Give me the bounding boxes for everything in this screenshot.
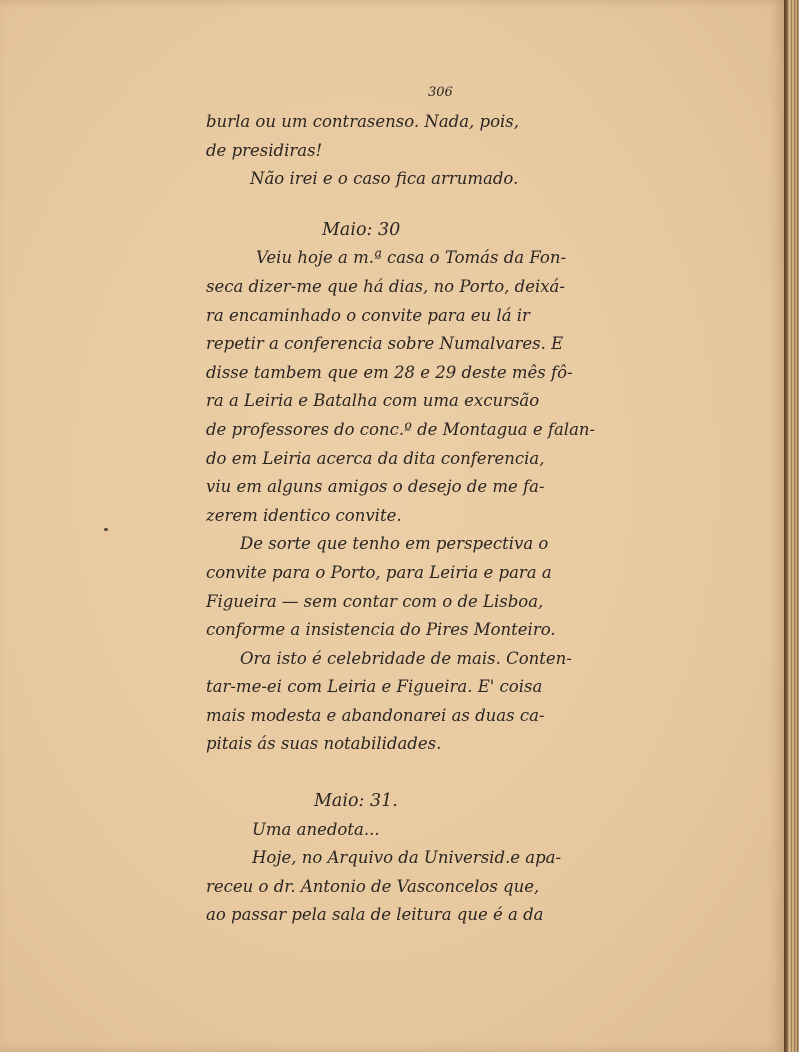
text-line: De sorte que tenho em perspectiva o bbox=[240, 534, 549, 554]
text-line: Ora isto é celebridade de mais. Conten- bbox=[240, 648, 572, 668]
text-line: ra a Leiria e Batalha com uma excursão bbox=[206, 391, 540, 411]
text-line: ra encaminhado o convite para eu lá ir bbox=[206, 305, 530, 325]
text-line: disse tambem que em 28 e 29 deste mês fô- bbox=[206, 362, 573, 382]
text-line: repetir a conferencia sobre Numalvares. E bbox=[206, 334, 564, 354]
text-line: seca dizer-me que há dias, no Porto, deixá- bbox=[206, 276, 565, 296]
text-line: Uma anedota... bbox=[252, 819, 380, 839]
text-line: Hoje, no Arquivo da Universid.e apa- bbox=[252, 848, 562, 868]
handwritten-text bbox=[206, 78, 676, 930]
text-line: de presidiras! bbox=[206, 140, 323, 160]
text-line: Não irei e o caso fica arrumado. bbox=[250, 169, 519, 189]
text-line: mais modesta e abandonarei as duas ca- bbox=[206, 705, 545, 725]
text-line: de professores do conc.º de Montagua e falan- bbox=[206, 419, 596, 439]
text-line: Figueira — sem contar com o de Lisboa, bbox=[206, 591, 544, 611]
text-line: convite para o Porto, para Leiria e para a bbox=[206, 562, 552, 582]
text-line: do em Leiria acerca da dita conferencia, bbox=[206, 448, 545, 468]
text-line: conforme a insistencia do Pires Monteiro. bbox=[206, 620, 556, 640]
text-line: receu o dr. Antonio de Vasconcelos que, bbox=[206, 876, 540, 896]
text-line: pitais ás suas notabilidades. bbox=[206, 734, 442, 754]
ink-speck bbox=[104, 528, 108, 531]
entry-date-heading: Maio: 31. bbox=[314, 791, 398, 812]
page-number: 306 bbox=[428, 85, 453, 100]
entry-date-heading: Maio: 30 bbox=[322, 219, 401, 240]
text-line: Veiu hoje a m.ª casa o Tomás da Fon- bbox=[256, 248, 567, 268]
text-line: ao passar pela sala de leitura que é a da bbox=[206, 905, 544, 925]
page-edge-stack bbox=[784, 0, 799, 1052]
text-line: viu em alguns amigos o desejo de me fa- bbox=[206, 477, 545, 497]
text-line: burla ou um contrasenso. Nada, pois, bbox=[206, 112, 520, 131]
text-line: tar-me-ei com Leiria e Figueira. E' coisa bbox=[206, 677, 543, 697]
text-line: zerem identico convite. bbox=[206, 505, 402, 525]
